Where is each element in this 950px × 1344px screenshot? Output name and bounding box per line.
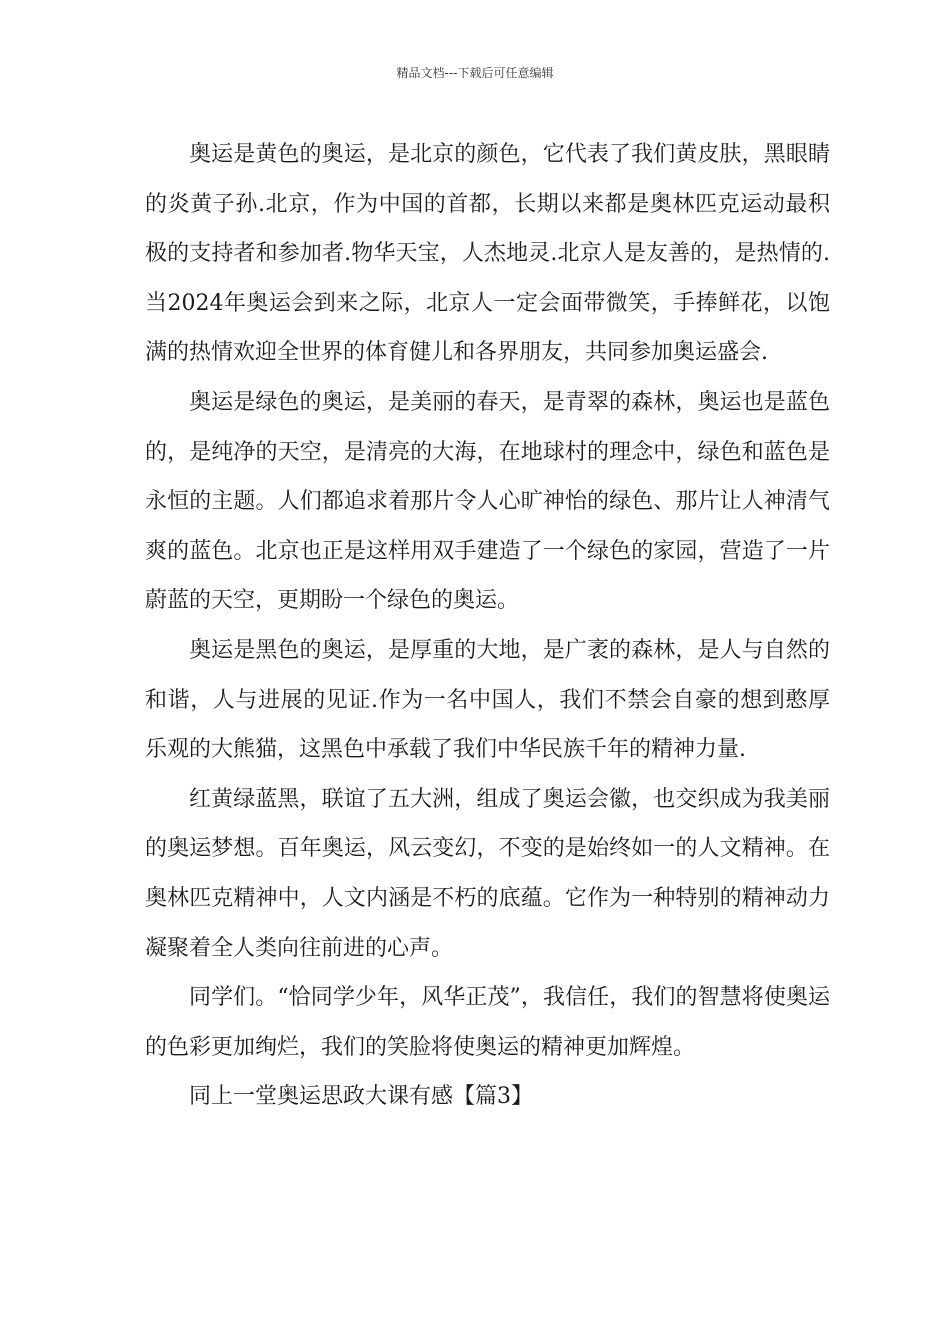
page-header: 精品文档---下载后可任意编辑 bbox=[396, 66, 554, 80]
section-heading: 同上一堂奥运思政大课有感【篇3】 bbox=[189, 1084, 533, 1110]
paragraph-classmates: 同学们。“恰同学少年，风华正茂”，我信任，我们的智慧将使奥运的色彩更加绚烂，我们的笑脸将使奥运的精神更加辉煌。 bbox=[145, 985, 830, 1060]
paragraph-five-colors: 红黄绿蓝黑，联谊了五大洲，组成了奥运会徽，也交织成为我美丽的奥运梦想。百年奥运，风云变幻，不变的是始终如一的人文精神。在奥林匹克精神中，人文内涵是不朽的底蕴。它作为一种特别的精神动力凝聚着全人类向往前进的心声。 bbox=[145, 786, 830, 961]
document-body bbox=[145, 130, 830, 1122]
paragraph-yellow: 奥运是黄色的奥运，是北京的颜色，它代表了我们黄皮肤，黑眼睛的炎黄子孙.北京，作为中国的首都，长期以来都是奥林匹克运动最积极的支持者和参加者.物华天宝，人杰地灵.北京人是友善的，是热情的.当2024年奥运会到来之际，北京人一定会面带微笑，手捧鲜花，以饱满的热情欢迎全世界的体育健儿和各界朋友，共同参加奥运盛会. bbox=[145, 142, 830, 366]
paragraph-green-blue: 奥运是绿色的奥运，是美丽的春天，是青翠的森林，奥运也是蓝色的，是纯净的天空，是清亮的大海，在地球村的理念中，绿色和蓝色是永恒的主题。人们都追求着那片令人心旷神怡的绿色、那片让人神清气爽的蓝色。北京也正是这样用双手建造了一个绿色的家园，营造了一片蔚蓝的天空，更期盼一个绿色的奥运。 bbox=[145, 389, 830, 614]
paragraph-black: 奥运是黑色的奥运，是厚重的大地，是广袤的森林，是人与自然的和谐，人与进展的见证.作为一名中国人，我们不禁会自豪的想到憨厚乐观的大熊猫，这黑色中承载了我们中华民族千年的精神力量. bbox=[145, 637, 830, 763]
